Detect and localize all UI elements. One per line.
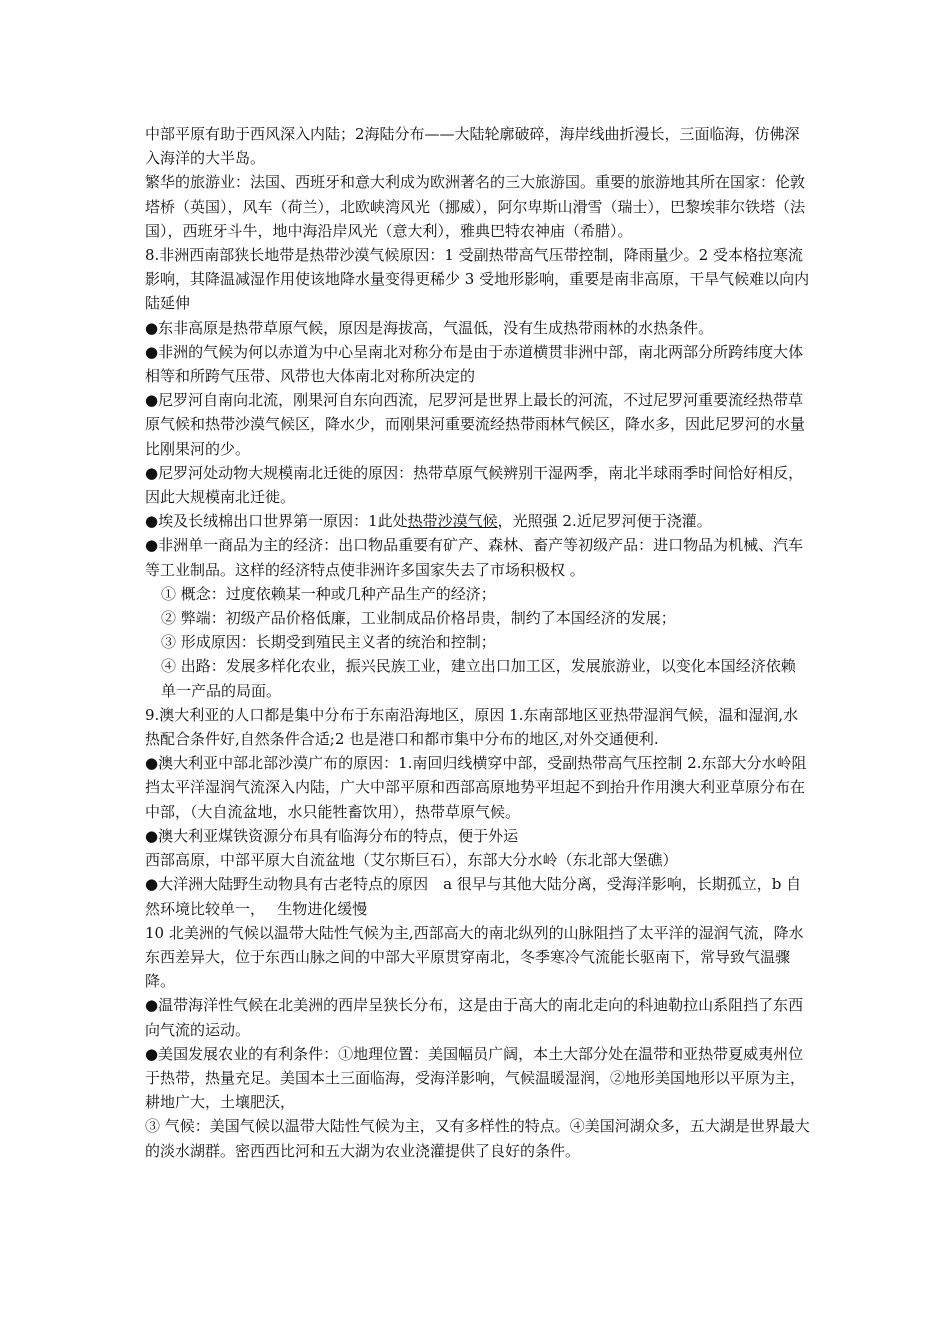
underlined-term: 热带沙漠气候	[407, 512, 498, 531]
paragraph-australia-desert: ●澳大利亚中部北部沙漠广布的原因：1.南回归线横穿中部，受副热带高气压控制 2.东部大分水岭阻挡太平洋湿润气流深入内陆，广大中部平原和西部高原地势平坦起不到抬升作用澳大利亚草原分布在中部，（大自流盆地，水只能牲畜饮用），热带草原气候。	[145, 754, 807, 821]
paragraph-single-commodity-economy: ●非洲单一商品为主的经济：出口物品重要有矿产、森林、畜产等初级产品：进口物品为机械、汽车等工业制品。这样的经济特点使非洲许多国家失去了市场积极权 。	[145, 536, 804, 579]
paragraph-us-climate-lakes: ③ 气候：美国气候以温带大陆性气候为主，又有多样性的特点。④美国河湖众多，五大湖是世界最大的淡水湖群。密西西比河和五大湖为农业浇灌提供了良好的条件。	[145, 1117, 810, 1160]
paragraph-egypt-cotton-before: ●埃及长绒棉出口世界第一原因：1此处	[145, 512, 408, 531]
list-item-solution: ④ 出路：发展多样化农业，振兴民族工业，建立出口加工区，发展旅游业，以变化本国经济依赖单一产品的局面。	[161, 657, 796, 700]
paragraph-egypt-cotton-after: ，光照强 2.近尼罗河便于浇灌。	[497, 512, 712, 531]
paragraph-africa-climate-symmetry: ●非洲的气候为何以赤道为中心呈南北对称分布是由于赤道横贯非洲中部，南北两部分所跨纬度大体相等和所跨气压带、风带也大体南北对称所决定的	[145, 342, 804, 386]
paragraph-tourism: 繁华的旅游业：法国、西班牙和意大利成为欧洲著名的三大旅游国。重要的旅游地其所在国家：伦敦塔桥（英国），风车（荷兰），北欧峡湾风光（挪威），阿尔卑斯山滑雪（瑞士），巴黎埃菲尔铁塔（法国），西班牙斗牛，地中海沿岸风光（意大利），雅典巴特农神庙（希腊）。	[145, 173, 806, 240]
paragraph-australia-terrain: 西部高原，中部平原大自流盆地（艾尔斯巨石），东部大分水岭（东北部大堡礁）	[145, 851, 678, 870]
list-item-drawback: ② 弊端：初级产品价格低廉，工业制成品价格昂贵，制约了本国经济的发展；	[161, 609, 676, 628]
paragraph-us-agriculture: ●美国发展农业的有利条件：①地理位置：美国幅员广阔，本土大部分处在温带和亚热带夏威夷州位于热带，热量充足。美国本土三面临海，受海洋影响，气候温暖湿润，②地形美国地形以平原为主，耕地广大，土壤肥沃，	[145, 1044, 806, 1112]
paragraph-east-africa-plateau: ●东非高原是热带草原气候，原因是海拔高，气温低，没有生成热带雨林的水热条件。	[145, 318, 714, 337]
document-body	[145, 122, 810, 1163]
list-item-concept: ① 概念：过度依赖某一种或几种产品生产的经济；	[161, 584, 496, 603]
paragraph-australia-population: 9.澳大利亚的人口都是集中分布于东南沿海地区，原因 1.东南部地区亚热带湿润气候，温和湿润,水热配合条件好,自然条件合适;2 也是港口和都市集中分布的地区,对外交通便利.	[145, 705, 799, 749]
paragraph-southwest-africa-desert: 8.非洲西南部狭长地带是热带沙漠气候原因：1 受副热带高气压带控制，降雨量少。2 受本格拉寒流影响，其降温减湿作用使该地降水量变得更稀少 3 受地形影响，重要是南非高原，干旱气候难以向内陆延伸	[145, 246, 810, 313]
list-item-cause: ③ 形成原因：长期受到殖民主义者的统治和控制；	[161, 633, 496, 652]
paragraph-north-america-climate: 10 北美洲的气候以温带大陆性气候为主,西部高大的南北纵列的山脉阻挡了太平洋的湿润气流，降水东西差异大，位于东西山脉之间的中部大平原贯穿南北，冬季寒冷气流能长驱南下，常导致气温骤降。	[145, 923, 804, 991]
paragraph-australia-resources: ●澳大利亚煤铁资源分布具有临海分布的特点，便于外运	[145, 826, 519, 845]
paragraph-egypt-cotton	[145, 509, 810, 533]
paragraph-oceania-wildlife: ●大洋洲大陆野生动物具有古老特点的原因 a 很早与其他大陆分离，受海洋影响，长期孤立，b 自然环境比较单一， 生物进化缓慢	[145, 875, 802, 918]
paragraph-animal-migration: ●尼罗河处动物大规模南北迁徙的原因：热带草原气候辨别干湿两季，南北半球雨季时间恰好相反，因此大规模南北迁徙。	[145, 463, 804, 507]
paragraph-nile-congo: ●尼罗河自南向北流，刚果河自东向西流，尼罗河是世界上最长的河流，不过尼罗河重要流经热带草原气候和热带沙漠气候区，降水少，而刚果河重要流经热带雨林气候区，降水多，因此尼罗河的水量比刚果河的少。	[145, 391, 806, 458]
paragraph-maritime-climate: ●温带海洋性气候在北美洲的西岸呈狭长分布，这是由于高大的南北走向的科迪勒拉山系阻挡了东西向气流的运动。	[145, 996, 804, 1039]
paragraph-geography-west-wind: 中部平原有助于西风深入内陆；2海陆分布——大陆轮廓破碎，海岸线曲折漫长，三面临海，仿佛深入海洋的大半岛。	[145, 125, 800, 168]
